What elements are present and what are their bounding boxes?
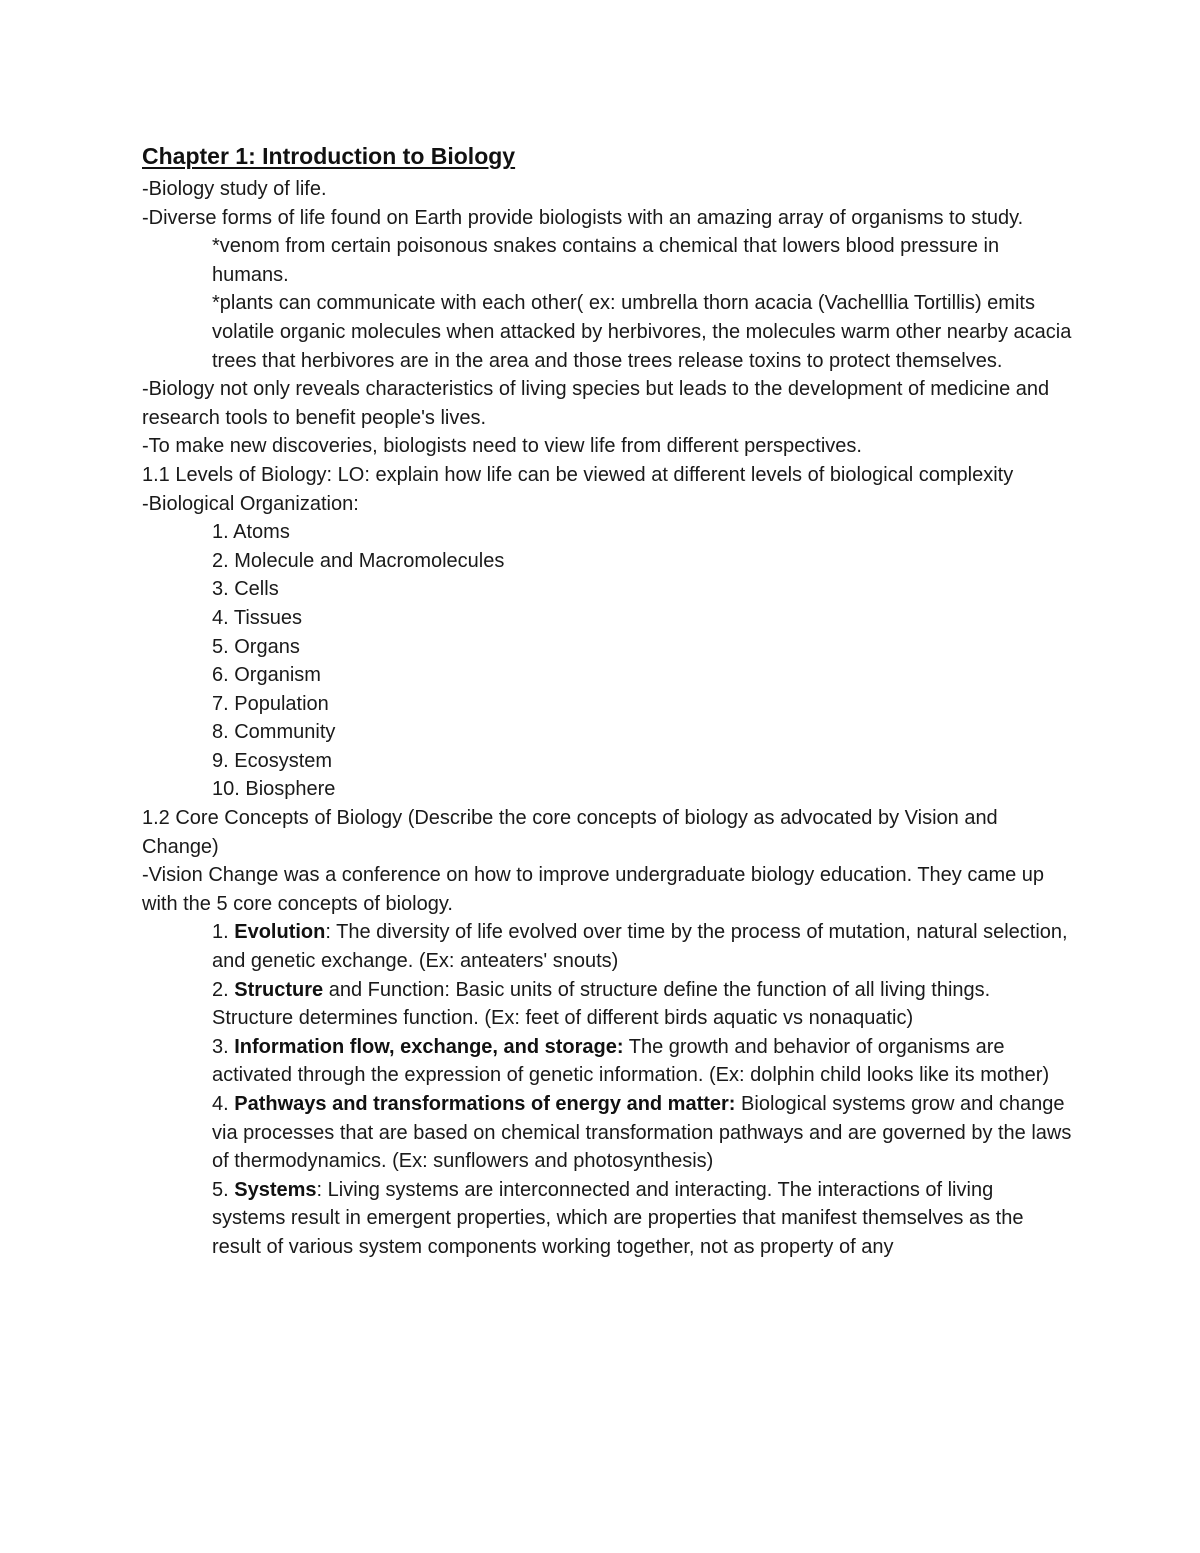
intro-line: -Diverse forms of life found on Earth provide biologists with an amazing array of organisms to study. — [142, 206, 1024, 229]
concept-number: 2. — [212, 978, 235, 1001]
concept-text: and Function: Basic units of structure define the function of all living things. Structure determines function. (Ex: feet of different birds aquatic vs nonaquatic) — [212, 978, 991, 1030]
concept-text: : Living systems are interconnected and interacting. The interactions of living systems result in emergent properties, which are properties that manifest themselves as the result of various system components working together, not as property of any — [212, 1178, 1024, 1258]
concept-text: The growth and behavior of organisms are activated through the expression of genetic information. (Ex: dolphin child looks like its mother) — [212, 1035, 1050, 1087]
concept-number: 4. — [212, 1093, 235, 1115]
section-heading-1-2: 1.2 Core Concepts of Biology (Describe the core concepts of biology as advocated by Vision and Change) — [142, 807, 998, 858]
level-item: 1. Atoms — [212, 521, 290, 544]
body-line: -Biology not only reveals characteristics of living species but leads to the development of medicine and research tools to benefit people's lives. — [142, 378, 1050, 429]
concept-term: Structure — [234, 978, 324, 1001]
body-line: -Biological Organization: — [142, 492, 359, 515]
document-content — [142, 139, 1072, 1262]
concept-item — [212, 1090, 1072, 1176]
level-item: 10. Biosphere — [212, 778, 336, 801]
concept-text: : The diversity of life evolved over time by the process of mutation, natural selection, and genetic exchange. (Ex: anteaters' snouts) — [212, 921, 1068, 973]
concept-term: Pathways and transformations of energy and matter: — [234, 1093, 736, 1115]
example-note: *venom from certain poisonous snakes contains a chemical that lowers blood pressure in humans. — [212, 235, 1000, 286]
level-item: 3. Cells — [212, 578, 279, 601]
level-item: 2. Molecule and Macromolecules — [212, 549, 505, 572]
intro-line: -Biology study of life. — [142, 178, 327, 200]
chapter-title: Chapter 1: Introduction to Biology — [142, 143, 516, 169]
body-line: -Vision Change was a conference on how to improve undergraduate biology education. They came up with the 5 core concepts of biology. — [142, 864, 1045, 915]
level-item: 9. Ecosystem — [212, 749, 333, 772]
concept-term: Systems — [234, 1178, 317, 1201]
concept-number: 5. — [212, 1178, 235, 1201]
level-item: 4. Tissues — [212, 606, 303, 629]
concept-number: 1. — [212, 921, 235, 944]
concept-term: Evolution — [234, 921, 326, 944]
concept-item — [212, 918, 1072, 975]
level-item: 7. Population — [212, 692, 329, 715]
concept-term: Information flow, exchange, and storage: — [234, 1035, 624, 1058]
body-line: -To make new discoveries, biologists need to view life from different perspectives. — [142, 435, 862, 458]
concept-item — [212, 976, 1072, 1033]
level-item: 5. Organs — [212, 635, 300, 658]
section-heading-1-1: 1.1 Levels of Biology: LO: explain how life can be viewed at different levels of biological complexity — [142, 463, 1014, 486]
level-item: 6. Organism — [212, 664, 321, 687]
concept-number: 3. — [212, 1035, 235, 1058]
concept-text: Biological systems grow and change via processes that are based on chemical transformation pathways and are governed by the laws of thermodynamics. (Ex: sunflowers and photosynthesis) — [212, 1093, 1072, 1173]
concept-item — [212, 1033, 1072, 1090]
level-item: 8. Community — [212, 721, 336, 744]
concept-item — [212, 1176, 1072, 1262]
example-note: *plants can communicate with each other( ex: umbrella thorn acacia (Vachelllia Tortillis) emits volatile organic molecules when attacked by herbivores, the molecules warm other nearby acacia trees that herbivores are in the area and those trees release toxins to protect themselves. — [212, 292, 1072, 372]
